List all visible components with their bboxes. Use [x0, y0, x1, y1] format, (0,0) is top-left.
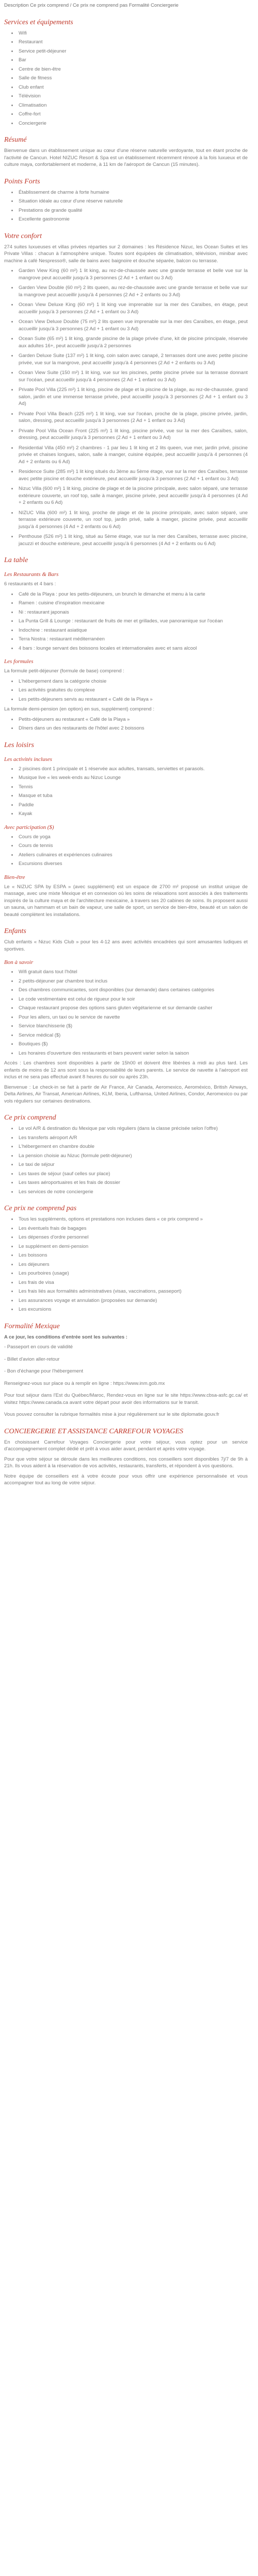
activites-payantes-list [4, 834, 248, 868]
room-item: • Ocean Suite (65 m²) 1 lit king, grande piscine de la plage privée d'une, kit de piscine principale, réservée aux adultes 16+, peut accueillir jusqu'à 2 personnes [18, 335, 248, 349]
prix-comprend-item: • L'hébergement en chambre double [18, 1143, 248, 1150]
room-item: • Garden View Double (60 m²) 2 lits queen, au rez-de-chaussée avec une grande terrasse et belle vue sur la mangrove peut accueillir jusqu'à 4 personnes (2 Ad + 2 enfants ou 3 Ad) [18, 284, 248, 298]
formalite-line: - Passeport en cours de validité [4, 1344, 73, 1350]
room-item: • NIZUC Villa (600 m²) 1 lit king, proche de plage et de la piscine principale, avec salon séparé, une terrasse extérieure couverte, un roof top, jardin privé, salle à manger, piscine privée, peut accueillir jusqu'à 4 personnes (4 Ad + 2 enfants ou 6 Ad) [18, 510, 248, 531]
page-intro: Description Ce prix comprend / Ce prix ne comprend pas Formalité Conciergerie [4, 3, 179, 8]
bon-a-savoir-item: • Les horaires d'ouverture des restaurants et bars peuvent varier selon la saison [18, 1050, 248, 1057]
enfants-text: Club enfants « Nizuc Kids Club » pour les 4-12 ans avec activités encadrées qui sont amusantes ludiques et sportives. [4, 939, 248, 952]
restaurant-item: • Café de la Playa : pour les petits-déjeuners, un brunch le dimanche et menu à la carte [18, 591, 248, 598]
prix-exclu-item: • Le supplément en demi-pension [18, 1243, 248, 1250]
points-list [4, 189, 248, 223]
loisirs-title: Les loisirs [4, 741, 34, 749]
formule-list [4, 678, 248, 703]
prix-exclu-item: • Les déjeuners [18, 1261, 248, 1268]
conciergerie-paragraph: Pour que votre séjour se déroule dans les meilleures conditions, nos conseillers sont disponibles 7j/7 de 9h à 21h. Ils vous aident à la réservation de vos activités, restaurants, transferts, et répondent à vos questions. [4, 1456, 248, 1469]
bon-a-savoir-item: • Service médical ($) [18, 1032, 248, 1039]
bon-a-savoir-item: • Des chambres communicantes, sont disponibles (sur demande) dans certaines catégories [18, 987, 248, 994]
activites-payantes-title: Avec participation ($) [4, 824, 54, 831]
activite-payante-item: • Excursions diverses [18, 860, 248, 868]
services-title: Services et équipements [4, 18, 73, 26]
restaurant-item: • Indochine : restaurant asiatique [18, 627, 248, 634]
prix-exclu-item: • Tous les suppléments, options et prestations non incluses dans « ce prix comprend » [18, 1216, 248, 1223]
service-item: • Conciergerie [18, 120, 248, 127]
restaurant-item: • Terra Nostra : restaurant méditerranéen [18, 636, 248, 643]
activites-incluses-list [4, 766, 248, 818]
prix-comprend-item: • Les transferts aéroport A/R [18, 1134, 248, 1142]
restaurants-intro: 6 restaurants et 4 bars : [4, 581, 56, 587]
room-item: • Penthouse (526 m²) 1 lit king, situé au 5ème étage, vue sur la mer des Caraïbes, terrasse avec piscine, jacuzzi et douche extérieure, peut accueillir jusqu'à 6 personnes (4 Ad + 2 enfants ou 6 Ad) [18, 533, 248, 547]
bon-a-savoir-item: • Wifi gratuit dans tout l'hôtel [18, 969, 248, 976]
activite-payante-item: • Ateliers culinaires et expériences culinaires [18, 852, 248, 859]
table-title: La table [4, 556, 28, 564]
activite-incluse-item: • Kayak [18, 810, 248, 818]
prix-comprend-item: • Le taxi de séjour [18, 1161, 248, 1168]
activite-incluse-item: • Tennis [18, 784, 248, 791]
prix-comprend-item: • Les taxes de séjour (sauf celles sur place) [18, 1171, 248, 1178]
formule-item: • Les petits-déjeuners servis au restaurant « Café de la Playa » [18, 696, 248, 703]
points-title: Points Forts [4, 177, 40, 185]
room-item: • Nizuc Villa (600 m²) 1 lit king, piscine de plage et de la piscine principale, avec salon séparé, une terrasse extérieure couverte, un roof top, salle à manger, piscine privée, peut accueillir jusqu'à 4 personnes (4 Ad + 2 enfants ou 6 Ad) [18, 485, 248, 506]
conciergerie-title: CONCIERGERIE ET ASSISTANCE CARREFOUR VOYAGES [4, 1427, 184, 1435]
demi-list [4, 716, 248, 732]
prix-exclu-item: • Les pourboires (usage) [18, 1270, 248, 1277]
activite-incluse-item: • Musique live « les week-ends au Nizuc Lounge [18, 774, 248, 782]
bon-a-savoir-item: • Le code vestimentaire est celui de rigueur pour le soir [18, 996, 248, 1003]
room-item: • Residence Suite (285 m²) 1 lit king situés du 3ème au 5ème étage, vue sur la mer des Caraïbes, terrasse avec petite piscine et douche extérieure, peut accueillir jusqu'à 3 personnes (2 Ad + 1 enfant ou 3 Ad) [18, 468, 248, 482]
formalite-body [4, 1344, 248, 1418]
prix-exclu-item: • Les frais de visa [18, 1279, 248, 1286]
room-item: • Ocean View Suite (150 m²) 1 lit king, vue sur les piscines, petite piscine privée sur la terrasse donnant sur l'océan, peut accueillir jusqu'à 4 personnes (2 Ad + 1 enfant ou 3 Ad) [18, 369, 248, 383]
room-item: • Garden View King (60 m²) 1 lit king, au rez-de-chaussée avec une grande terrasse et belle vue sur la mangrove peut accueillir jusqu'à 3 personnes (2 Ad + 1 enfant ou 3 Ad) [18, 267, 248, 281]
bon-a-savoir-item: • Boutiques ($) [18, 1041, 248, 1048]
room-item: • Private Pool Villa Beach (225 m²) 1 lit king, vue sur l'océan, proche de la plage, piscine privée, jardin, salon, dressing, peut accueillir jusqu'à 3 personnes (2 Ad + 1 enfant ou 3 Ad) [18, 411, 248, 425]
prix-comprend-item: • Les services de notre conciergerie [18, 1189, 248, 1196]
activites-incluses-title: Les activités incluses [4, 756, 52, 762]
restaurant-item: • Ramen : cuisine d'inspiration mexicaine [18, 600, 248, 607]
formalite-line: Renseignez-vous sur place ou à remplir en ligne : https://www.inm.gob.mx [4, 1380, 165, 1386]
spa-text: Le « NIZUC SPA by ESPA » (avec supplément) est un espace de 2700 m² proposé un institut unique de massage, avec une mixte Mexique et en connexion où les soins de relaxations sont associés à des traitements inspirés de la culture maya et de l'architecture mexicaine, à travers ses 20 cabines de soins. Ils proposent aussi un sauna, un hammam et un bain de vapeur, une salle de sport, un service de bien-être, beauté et un salon de beauté complètent les installations. [4, 884, 248, 918]
enfants-title: Enfants [4, 927, 26, 935]
resume-body [4, 147, 248, 168]
bon-a-savoir-item: • 2 petits-déjeuner par chambre tout inclus [18, 978, 248, 985]
exclu-title: Ce prix ne comprend pas [4, 1205, 77, 1212]
activite-payante-item: • Cours de yoga [18, 834, 248, 841]
exclu-list [4, 1216, 248, 1313]
demi-text: La formule demi-pension (en option) en sus, supplément) comprend : [4, 706, 154, 712]
formules-title: Les formules [4, 658, 34, 665]
point-fort-item: • Prestations de grande qualité [18, 207, 248, 214]
restaurant-item: • Ni : restaurant japonais [18, 609, 248, 616]
bon-a-savoir-title: Bon à savoir [4, 959, 34, 965]
room-item: • Private Pool Villa Ocean Front (225 m²) 1 lit king, piscine privée, vue sur la mer des Caraïbes, salon, dressing, peut accueillir jusqu'à 3 personnes (2 Ad + 1 enfant ou 3 Ad) [18, 428, 248, 442]
bon-a-savoir-item: • Service blanchisserie ($) [18, 1023, 248, 1030]
formalite-title: Formalité Mexique [4, 1322, 60, 1330]
resume-title: Résumé [4, 136, 27, 144]
conciergerie-body [4, 1439, 248, 1487]
point-fort-item: • Excellente gastronomie [18, 216, 248, 223]
service-item: • Club enfant [18, 84, 248, 91]
activite-incluse-item: • Paddle [18, 802, 248, 809]
formalite-line: Pour tout séjour dans l'Est du Québec/Maroc, Rendez-vous en ligne sur le site https://www.cbsa-asfc.gc.ca/ et visitez https://www.canada.ca avant votre départ pour avoir des informations sur le transit. [4, 1393, 248, 1405]
activite-incluse-item: • 2 piscines dont 1 principale et 1 réservée aux adultes, transats, serviettes et parasols. [18, 766, 248, 773]
activite-incluse-item: • Masque et tuba [18, 792, 248, 800]
service-item: • Restaurant [18, 39, 248, 46]
conciergerie-paragraph: Notre équipe de conseillers est à votre écoute pour vous offrir une expérience personnalisée et vous accompagner tout au long de votre séjour. [4, 1473, 248, 1486]
formule-item: • L'hébergement dans la catégorie choisie [18, 678, 248, 685]
acces-text: Accès : Les chambres sont disponibles à partir de 15h00 et doivent être libérées à midi au plus tard. Les enfants de moins de 12 ans sont sous la responsabilité de leurs parents. Le service de navette à l'aéroport est inclus et ne sera pas effectué avant 8 heures du soir ou après 23h. [4, 1060, 248, 1080]
prix-comprend-item: • Les taxes aéroportuaires et les frais de dossier [18, 1179, 248, 1187]
service-item: • Centre de bien-être [18, 66, 248, 73]
room-item: • Ocean View Deluxe Double (75 m²) 2 lits queen vue imprenable sur la mer des Caraïbes, en étage, peut accueillir jusqu'à 3 personnes (2 Ad + 1 enfant ou 3 Ad) [18, 318, 248, 332]
prix-exclu-item: • Les frais liés aux formalités administratives (visas, vaccinations, passeport) [18, 1288, 248, 1295]
service-item: • Salle de fitness [18, 75, 248, 82]
prix-list [4, 1125, 248, 1195]
bon-a-savoir-item: • Pour les allers, un taxi ou le service de navette [18, 1014, 248, 1021]
service-item: • Climatisation [18, 102, 248, 109]
bien-etre-title: Bien-être [4, 874, 25, 880]
room-item: • Garden Deluxe Suite (137 m²) 1 lit king, coin salon avec canapé, 2 terrasses dont une avec petite piscine privée, vue sur la mangrove, peut accueillir jusqu'à 4 personnes (2 Ad + 2 enfants ou 3 Ad) [18, 352, 248, 366]
activite-payante-item: • Cours de tennis [18, 842, 248, 850]
formule-text: La formule petit-déjeuner (formule de base) comprend : [4, 668, 124, 674]
prix-exclu-item: • Les dépenses d'ordre personnel [18, 1234, 248, 1241]
room-item: • Residential Villa (450 m²) 2 chambres - 1 par lieu 1 lit king et 2 lits queen, vue mer, jardin privé, piscine privée et chaises longues, salon, salle à manger, cuisine équipée, peut accueillir jusqu'à 4 personnes (4 Ad + 2 enfants ou 6 Ad) [18, 445, 248, 466]
service-item: • Wifi [18, 30, 248, 37]
demi-pension-item: • Dîners dans un des restaurants de l'hôtel avec 2 boissons [18, 725, 248, 732]
restaurant-item: • 4 bars : lounge servant des boissons locales et internationales avec et sans alcool [18, 645, 248, 652]
bon-a-savoir-item: • Chaque restaurant propose des options sans gluten végétarienne et sur demande casher [18, 1005, 248, 1012]
restaurants-list [4, 591, 248, 652]
prix-exclu-item: • Les éventuels frais de bagages [18, 1225, 248, 1232]
service-item: • Bar [18, 57, 248, 64]
bon-a-savoir-list [4, 969, 248, 1057]
prix-comprend-item: • La pension choisie au Nizuc (formule petit-déjeuner) [18, 1153, 248, 1160]
room-item: • Ocean View Deluxe King (60 m²) 1 lit king vue imprenable sur la mer des Caraïbes, en étage, peut accueillir jusqu'à 3 personnes (2 Ad + 1 enfant ou 3 Ad) [18, 301, 248, 315]
restaurant-item: • La Punta Grill & Lounge : restaurant de fruits de mer et grillades, vue panoramique sur l'océan [18, 618, 248, 625]
prix-exclu-item: • Les assurances voyage et annulation (proposées sur demande) [18, 1297, 248, 1304]
confort-intro: 274 suites luxueuses et villas privées réparties sur 2 domaines : les Résidence Nizuc, les Ocean Suites et les Private Villas : chacun à l'atmosphère unique. Toutes sont équipées de climatisation, télévision, minibar avec machine à café Nespresso®, salle de bains avec baignoire et douche séparée, balcon ou terrasse. [4, 244, 248, 264]
formalite-line: - Billet d'avion aller-retour [4, 1356, 60, 1362]
resume-paragraph: Bienvenue dans un établissement unique au cœur d'une réserve naturelle verdoyante, tout en étant proche de l'activité de Cancun. Hotel NIZUC Resort & Spa est un établissement récemment rénové à la fois luxueux et de culture maya, confortablement et moderne, à 11 km de l'aéroport de Cancun (15 minutes). [4, 148, 248, 167]
confort-title: Votre confort [4, 232, 42, 240]
bienvenue-text: Bienvenue : Le check-in se fait à partir de Air France, Air Canada, Aeromexico, Aeroméxico, British Airways, Delta Airlines, Air Transat, American Airlines, KLM, Iberia, Lufthansa, United Airlines, Condor, Aeromexico ou par vols réguliers sur certaines destinations. [4, 1084, 248, 1104]
service-item: • Télévision [18, 93, 248, 100]
room-item: • Private Pool Villa (225 m²) 1 lit king, piscine de plage et la piscine de la plage, au rez-de-chaussée, grand salon, jardin et une immense terrasse privée, peut accueillir jusqu'à 3 personnes (2 Ad + 1 enfant ou 3 Ad) [18, 386, 248, 408]
point-fort-item: • Situation idéale au cœur d'une réserve naturelle [18, 198, 248, 205]
prix-comprend-item: • Le vol A/R & destination du Mexique par vols réguliers (dans la classe précisée selon l'offre) [18, 1125, 248, 1132]
point-fort-item: • Établissement de charme à forte humaine [18, 189, 248, 196]
prix-exclu-item: • Les excursions [18, 1306, 248, 1313]
services-list [4, 30, 248, 127]
service-item: • Service petit-déjeuner [18, 48, 248, 55]
formalite-subtitle: A ce jour, les conditions d'entrée sont les suivantes : [4, 1334, 127, 1340]
rooms-list [4, 267, 248, 547]
prix-exclu-item: • Les boissons [18, 1252, 248, 1259]
service-item: • Coffre-fort [18, 111, 248, 118]
formule-item: • Les activités gratuites du complexe [18, 687, 248, 694]
formalite-line: - Bon d'échange pour l'hébergement [4, 1368, 84, 1374]
demi-pension-item: • Petits-déjeuners au restaurant « Café de la Playa » [18, 716, 248, 723]
formalite-line: Vous pouvez consulter la rubrique formalités mise à jour régulièrement sur le site diplomatie.gouv.fr [4, 1412, 219, 1417]
conciergerie-paragraph: En choisissant Carrefour Voyages Conciergerie pour votre séjour, vous optez pour un service d'accompagnement complet dédié et prêt à vous aider avant, pendant et après votre voyage. [4, 1439, 248, 1452]
restaurants-title: Les Restaurants & Bars [4, 571, 59, 578]
prix-title: Ce prix comprend [4, 1114, 56, 1122]
